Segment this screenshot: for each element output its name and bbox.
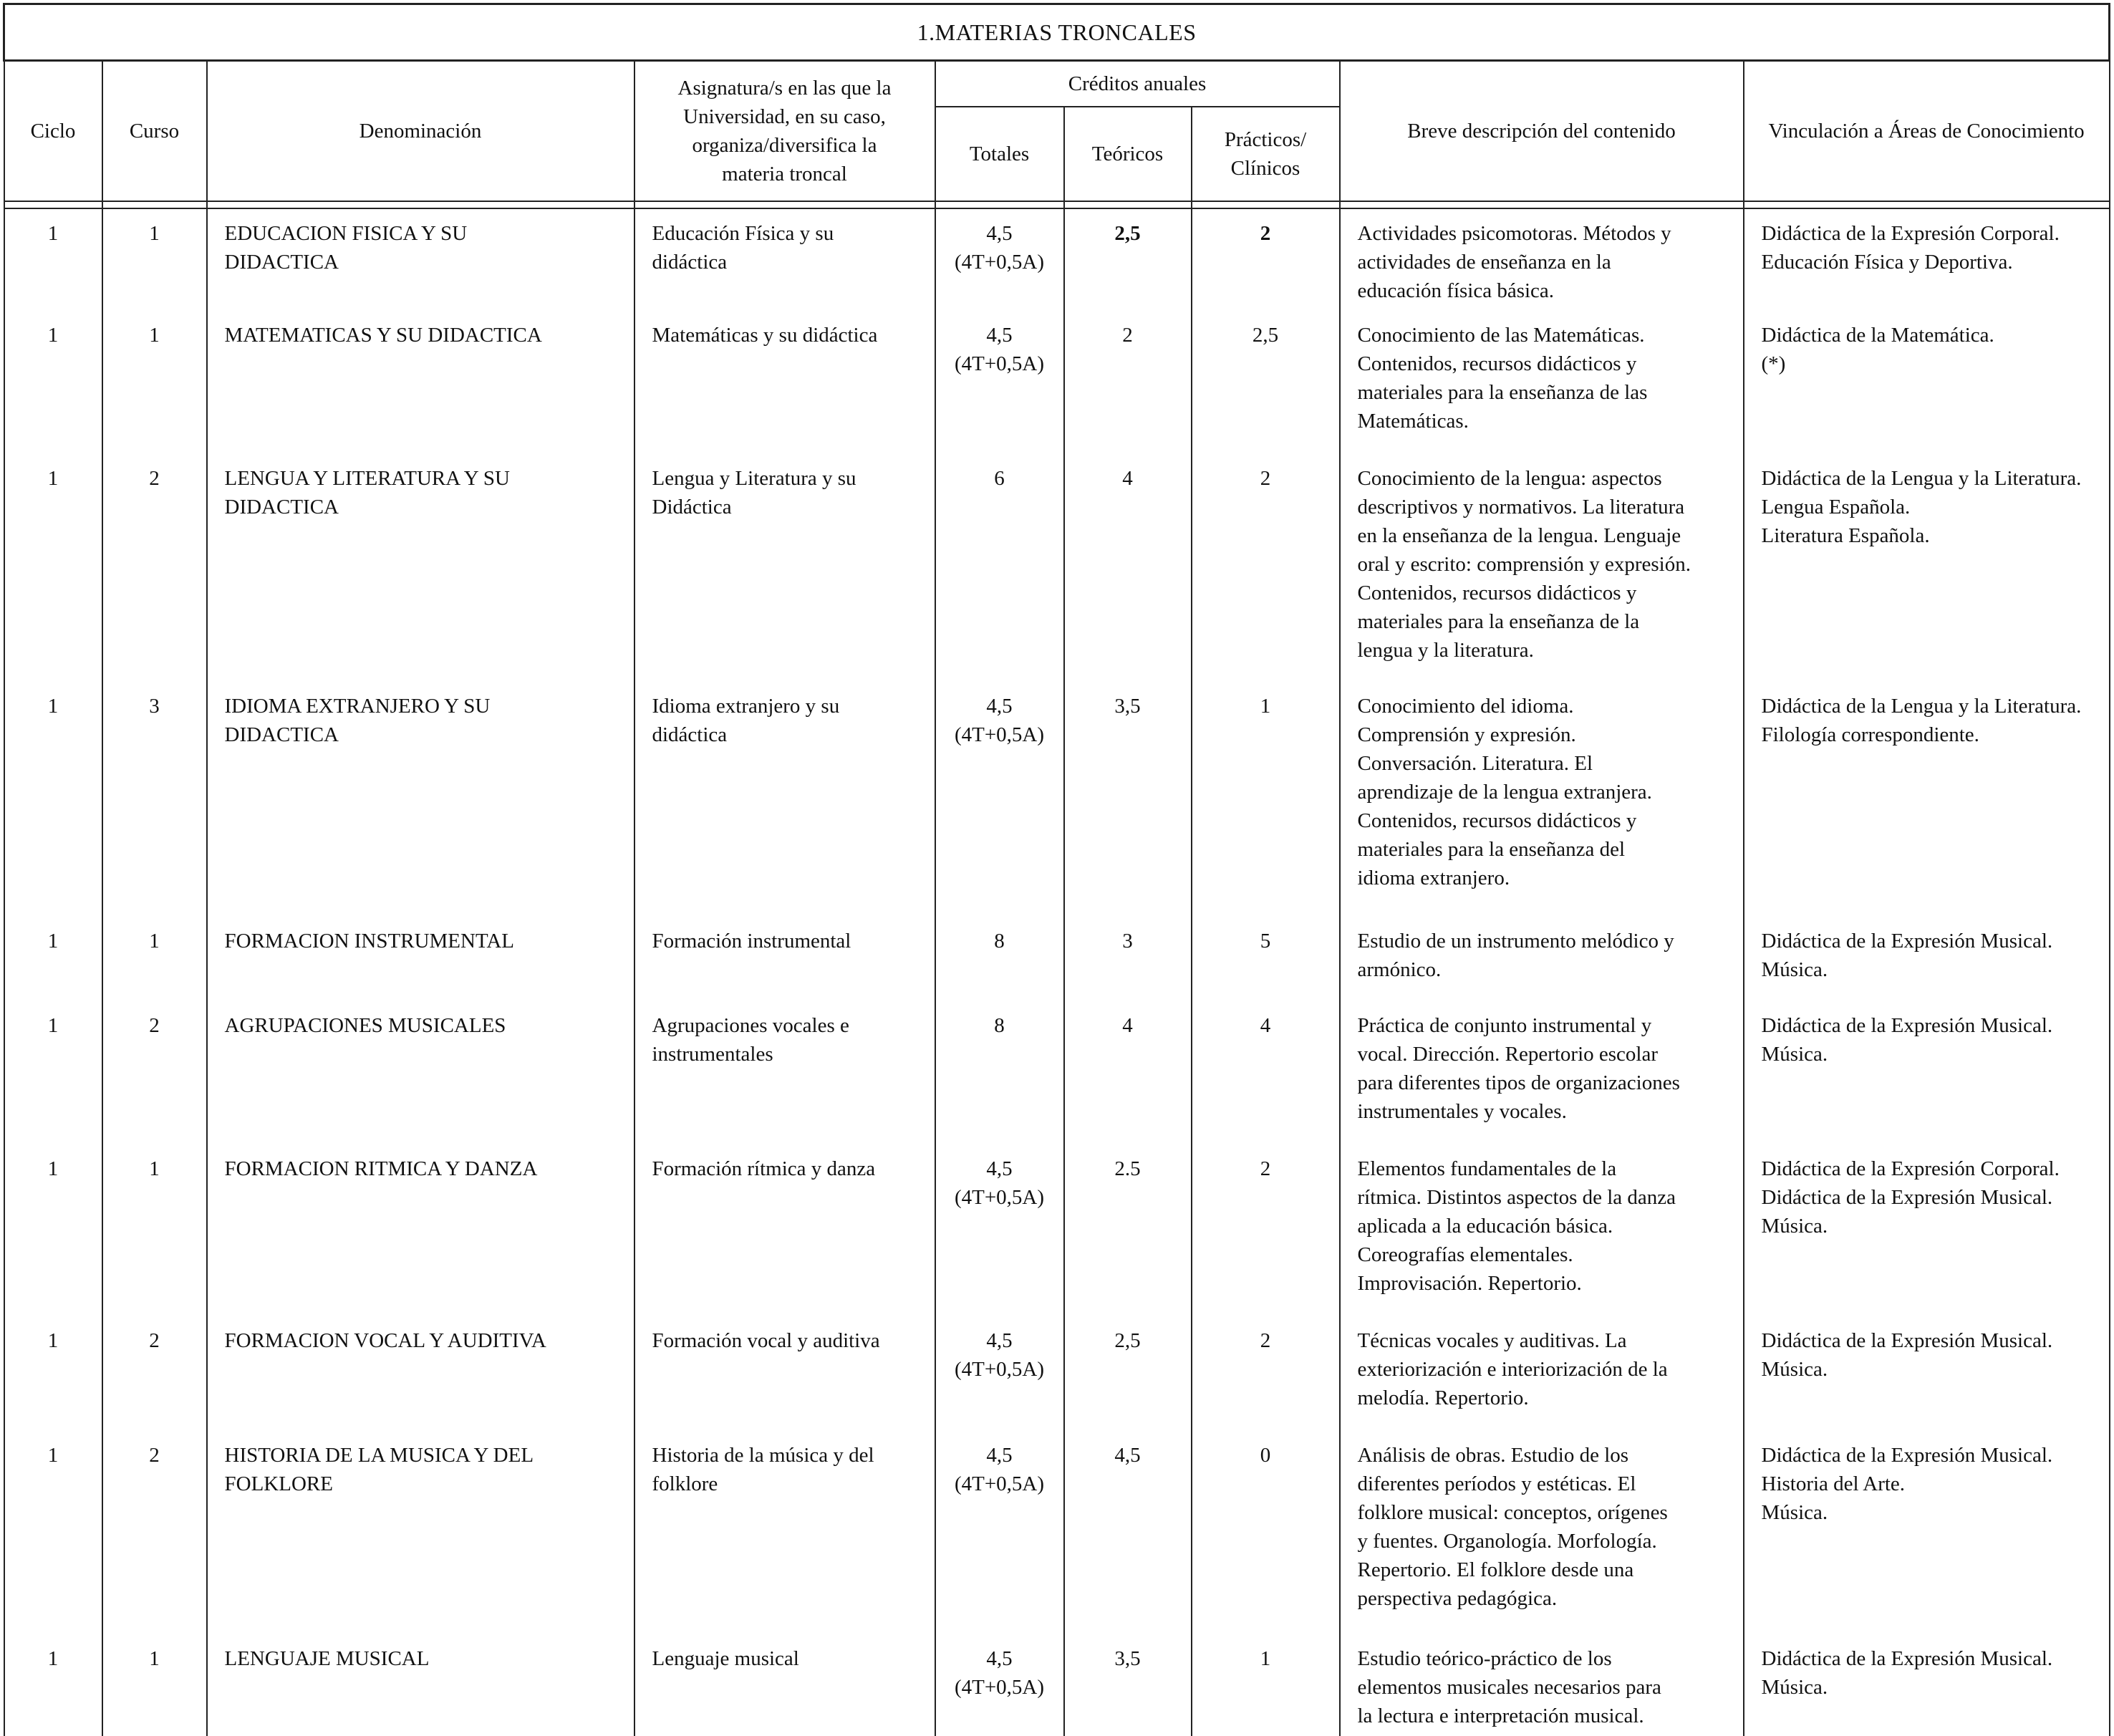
cell-vinculacion [1744, 311, 2110, 454]
cell-denominacion [207, 311, 634, 454]
denominacion-line: AGRUPACIONES MUSICALES [224, 1014, 506, 1037]
teoricos-value: 3 [1122, 930, 1133, 953]
totales-line: 4,5 [986, 1647, 1013, 1670]
cell-denominacion [207, 1316, 634, 1431]
header-practicos-line: Prácticos/ [1224, 128, 1307, 151]
materias-troncales-table [3, 3, 2110, 1736]
vinculacion-line: Música. [1761, 1676, 1828, 1699]
cell-totales [935, 1001, 1064, 1144]
vinculacion-line: Literatura Española. [1761, 524, 1930, 547]
cell-totales [935, 682, 1064, 917]
cell-practicos [1192, 1431, 1340, 1634]
cell-teoricos [1064, 917, 1192, 1001]
table-row [4, 1316, 2110, 1431]
cell-totales [935, 311, 1064, 454]
ciclo-value: 1 [47, 1329, 59, 1352]
asignatura-line: folklore [652, 1472, 718, 1495]
descripcion-line: folklore musical: conceptos, orígenes [1357, 1501, 1668, 1524]
table-row [4, 208, 2110, 311]
descripcion-line: materiales para la enseñanza de las [1357, 381, 1648, 404]
descripcion-line: instrumentales y vocales. [1357, 1100, 1567, 1123]
ciclo-value: 1 [47, 222, 59, 245]
curso-value: 3 [149, 695, 160, 718]
descripcion-line: oral y escrito: comprensión y expresión. [1357, 553, 1691, 576]
header-asignatura-line: materia troncal [722, 163, 847, 185]
cell-descripcion [1340, 1001, 1744, 1144]
cell-curso [102, 682, 207, 917]
descripcion-line: Elementos fundamentales de la [1357, 1157, 1617, 1180]
header-teoricos: Teóricos [1064, 107, 1192, 201]
denominacion-line: LENGUAJE MUSICAL [224, 1647, 430, 1670]
practicos-value: 2 [1260, 1329, 1271, 1352]
cell-vinculacion [1744, 454, 2110, 682]
cell-practicos [1192, 1144, 1340, 1316]
vinculacion-line: Didáctica de la Expresión Musical. [1761, 1186, 2053, 1209]
teoricos-value: 2,5 [1114, 1329, 1141, 1352]
vinculacion-line: Música. [1761, 1501, 1828, 1524]
ciclo-value: 1 [47, 467, 59, 490]
curso-value: 1 [149, 1647, 160, 1670]
header-creditos-anuales: Créditos anuales [935, 61, 1340, 107]
cell-denominacion [207, 454, 634, 682]
cell-totales [935, 208, 1064, 311]
cell-vinculacion [1744, 1001, 2110, 1144]
cell-teoricos [1064, 1634, 1192, 1736]
totales-line: 4,5 [986, 695, 1013, 718]
descripcion-line: Repertorio. El folklore desde una [1357, 1558, 1634, 1581]
ciclo-value: 1 [47, 1157, 59, 1180]
descripcion-line: aplicada a la educación básica. [1357, 1215, 1613, 1238]
curso-value: 2 [149, 467, 160, 490]
vinculacion-line: Didáctica de la Expresión Musical. [1761, 1014, 2053, 1037]
cell-totales [935, 1431, 1064, 1634]
curso-value: 2 [149, 1444, 160, 1467]
cell-ciclo [4, 1001, 102, 1144]
vinculacion-line: Didáctica de la Expresión Musical. [1761, 1329, 2053, 1352]
descripcion-line: Estudio teórico-práctico de los [1357, 1647, 1612, 1670]
totales-line: (4T+0,5A) [954, 352, 1045, 375]
denominacion-line: EDUCACION FISICA Y SU [224, 222, 468, 245]
cell-ciclo [4, 311, 102, 454]
cell-denominacion [207, 1001, 634, 1144]
practicos-value: 1 [1260, 1647, 1271, 1670]
cell-teoricos [1064, 1431, 1192, 1634]
descripcion-line: Conocimiento del idioma. [1357, 695, 1574, 718]
totales-line: 4,5 [986, 1329, 1013, 1352]
vinculacion-line: Filología correspondiente. [1761, 723, 1979, 746]
teoricos-value: 2 [1122, 324, 1133, 347]
cell-totales [935, 1144, 1064, 1316]
cell-asignatura [634, 454, 935, 682]
vinculacion-line: Lengua Española. [1761, 496, 1911, 519]
curso-value: 2 [149, 1329, 160, 1352]
cell-practicos [1192, 1316, 1340, 1431]
descripcion-line: Práctica de conjunto instrumental y [1357, 1014, 1652, 1037]
ciclo-value: 1 [47, 1444, 59, 1467]
descripcion-line: y fuentes. Organología. Morfología. [1357, 1530, 1657, 1553]
practicos-value: 2 [1260, 222, 1271, 245]
descripcion-line: Coreografías elementales. [1357, 1243, 1573, 1266]
practicos-value: 5 [1260, 930, 1271, 953]
totales-line: 4,5 [986, 1444, 1013, 1467]
cell-practicos [1192, 454, 1340, 682]
curso-value: 2 [149, 1014, 160, 1037]
cell-vinculacion [1744, 1144, 2110, 1316]
descripcion-line: Matemáticas. [1357, 410, 1469, 433]
cell-asignatura [634, 1634, 935, 1736]
header-practicos-line: Clínicos [1230, 157, 1300, 180]
cell-totales [935, 1316, 1064, 1431]
cell-descripcion [1340, 1431, 1744, 1634]
cell-teoricos [1064, 1316, 1192, 1431]
asignatura-line: Didáctica [652, 496, 732, 519]
totales-line: (4T+0,5A) [954, 1472, 1045, 1495]
table-row [4, 454, 2110, 682]
asignatura-line: Formación vocal y auditiva [652, 1329, 880, 1352]
cell-denominacion [207, 1144, 634, 1316]
practicos-value: 2,5 [1252, 324, 1279, 347]
asignatura-line: Formación instrumental [652, 930, 851, 953]
vinculacion-line: Música. [1761, 1358, 1828, 1381]
cell-totales [935, 1634, 1064, 1736]
cell-totales [935, 917, 1064, 1001]
cell-descripcion [1340, 208, 1744, 311]
vinculacion-line: (*) [1761, 352, 1786, 375]
cell-vinculacion [1744, 1431, 2110, 1634]
curso-value: 1 [149, 930, 160, 953]
totales-line: 4,5 [986, 222, 1013, 245]
cell-ciclo [4, 208, 102, 311]
asignatura-line: Lengua y Literatura y su [652, 467, 856, 490]
denominacion-line: DIDACTICA [224, 723, 339, 746]
descripcion-line: Estudio de un instrumento melódico y [1357, 930, 1674, 953]
descripcion-line: lengua y la literatura. [1357, 639, 1534, 662]
cell-practicos [1192, 311, 1340, 454]
vinculacion-line: Didáctica de la Expresión Musical. [1761, 930, 2053, 953]
vinculacion-line: Educación Física y Deportiva. [1761, 251, 2013, 274]
vinculacion-line: Didáctica de la Expresión Corporal. [1761, 1157, 2060, 1180]
cell-curso [102, 917, 207, 1001]
cell-asignatura [634, 1144, 935, 1316]
cell-descripcion [1340, 1144, 1744, 1316]
ciclo-value: 1 [47, 1014, 59, 1037]
table-row [4, 1431, 2110, 1634]
descripcion-line: Contenidos, recursos didácticos y [1357, 582, 1637, 604]
cell-vinculacion [1744, 682, 2110, 917]
teoricos-value: 2,5 [1114, 222, 1141, 245]
cell-curso [102, 311, 207, 454]
cell-vinculacion [1744, 208, 2110, 311]
table-row [4, 1144, 2110, 1316]
table-row [4, 1634, 2110, 1736]
vinculacion-line: Música. [1761, 958, 1828, 981]
header-asignatura [634, 61, 935, 202]
cell-teoricos [1064, 454, 1192, 682]
teoricos-value: 4 [1122, 467, 1133, 490]
curso-value: 1 [149, 222, 160, 245]
cell-descripcion [1340, 1634, 1744, 1736]
totales-line: (4T+0,5A) [954, 251, 1045, 274]
asignatura-line: Lenguaje musical [652, 1647, 799, 1670]
cell-asignatura [634, 1001, 935, 1144]
descripcion-line: educación física básica. [1357, 279, 1555, 302]
descripcion-line: aprendizaje de la lengua extranjera. [1357, 781, 1652, 804]
teoricos-value: 3,5 [1114, 1647, 1141, 1670]
descripcion-line: la lectura e interpretación musical. [1357, 1704, 1644, 1727]
teoricos-value: 4,5 [1114, 1444, 1141, 1467]
totales-line: 8 [994, 930, 1005, 953]
practicos-value: 0 [1260, 1444, 1271, 1467]
vinculacion-line: Didáctica de la Matemática. [1761, 324, 1994, 347]
ciclo-value: 1 [47, 695, 59, 718]
cell-vinculacion [1744, 1316, 2110, 1431]
vinculacion-line: Historia del Arte. [1761, 1472, 1906, 1495]
cell-curso [102, 1316, 207, 1431]
cell-ciclo [4, 1316, 102, 1431]
asignatura-line: didáctica [652, 251, 728, 274]
cell-curso [102, 208, 207, 311]
descripcion-line: para diferentes tipos de organizaciones [1357, 1071, 1680, 1094]
denominacion-line: FORMACION INSTRUMENTAL [224, 930, 514, 953]
descripcion-line: materiales para la enseñanza de la [1357, 610, 1640, 633]
cell-ciclo [4, 917, 102, 1001]
descripcion-line: Contenidos, recursos didácticos y [1357, 809, 1637, 832]
cell-ciclo [4, 682, 102, 917]
table-body [4, 208, 2110, 1736]
curso-value: 1 [149, 324, 160, 347]
descripcion-line: armónico. [1357, 958, 1442, 981]
descripcion-line: perspectiva pedagógica. [1357, 1587, 1558, 1610]
asignatura-line: Matemáticas y su didáctica [652, 324, 878, 347]
denominacion-line: FORMACION RITMICA Y DANZA [224, 1157, 538, 1180]
header-totales: Totales [935, 107, 1064, 201]
vinculacion-line: Didáctica de la Lengua y la Literatura. [1761, 695, 2082, 718]
vinculacion-line: Didáctica de la Expresión Musical. [1761, 1444, 2053, 1467]
teoricos-value: 2.5 [1114, 1157, 1141, 1180]
cell-curso [102, 454, 207, 682]
table-row [4, 311, 2110, 454]
descripcion-line: descriptivos y normativos. La literatura [1357, 496, 1685, 519]
denominacion-line: MATEMATICAS Y SU DIDACTICA [224, 324, 542, 347]
cell-curso [102, 1431, 207, 1634]
cell-practicos [1192, 208, 1340, 311]
cell-curso [102, 1634, 207, 1736]
cell-practicos [1192, 1634, 1340, 1736]
descripcion-line: actividades de enseñanza en la [1357, 251, 1611, 274]
cell-denominacion [207, 208, 634, 311]
cell-teoricos [1064, 682, 1192, 917]
cell-practicos [1192, 682, 1340, 917]
cell-descripcion [1340, 682, 1744, 917]
vinculacion-line: Música. [1761, 1043, 1828, 1066]
descripcion-line: Análisis de obras. Estudio de los [1357, 1444, 1629, 1467]
cell-denominacion [207, 682, 634, 917]
cell-asignatura [634, 1431, 935, 1634]
cell-denominacion [207, 917, 634, 1001]
asignatura-line: Historia de la música y del [652, 1444, 874, 1467]
descripcion-line: Técnicas vocales y auditivas. La [1357, 1329, 1627, 1352]
cell-ciclo [4, 1431, 102, 1634]
practicos-value: 2 [1260, 467, 1271, 490]
cell-teoricos [1064, 1001, 1192, 1144]
vinculacion-line: Didáctica de la Lengua y la Literatura. [1761, 467, 2082, 490]
denominacion-line: DIDACTICA [224, 251, 339, 274]
descripcion-line: elementos musicales necesarios para [1357, 1676, 1661, 1699]
cell-descripcion [1340, 917, 1744, 1001]
descripcion-line: Conversación. Literatura. El [1357, 752, 1593, 775]
curso-value: 1 [149, 1157, 160, 1180]
header-ciclo: Ciclo [4, 61, 102, 202]
header-practicos [1192, 107, 1340, 201]
asignatura-line: Idioma extranjero y su [652, 695, 840, 718]
cell-ciclo [4, 454, 102, 682]
cell-asignatura [634, 917, 935, 1001]
cell-asignatura [634, 208, 935, 311]
cell-teoricos [1064, 208, 1192, 311]
cell-ciclo [4, 1144, 102, 1316]
asignatura-line: Agrupaciones vocales e [652, 1014, 849, 1037]
vinculacion-line: Didáctica de la Expresión Musical. [1761, 1647, 2053, 1670]
descripcion-line: rítmica. Distintos aspectos de la danza [1357, 1186, 1676, 1209]
denominacion-line: LENGUA Y LITERATURA Y SU [224, 467, 510, 490]
descripcion-line: vocal. Dirección. Repertorio escolar [1357, 1043, 1659, 1066]
practicos-value: 4 [1260, 1014, 1271, 1037]
table-row [4, 682, 2110, 917]
teoricos-value: 4 [1122, 1014, 1133, 1037]
descripcion-line: Improvisación. Repertorio. [1357, 1272, 1582, 1295]
cell-practicos [1192, 1001, 1340, 1144]
cell-teoricos [1064, 311, 1192, 454]
totales-line: (4T+0,5A) [954, 723, 1045, 746]
asignatura-line: Educación Física y su [652, 222, 834, 245]
denominacion-line: IDIOMA EXTRANJERO Y SU [224, 695, 491, 718]
descripcion-line: melodía. Repertorio. [1357, 1387, 1529, 1409]
cell-curso [102, 1001, 207, 1144]
descripcion-line: Comprensión y expresión. [1357, 723, 1576, 746]
asignatura-line: Formación rítmica y danza [652, 1157, 876, 1180]
header-asignatura-line: organiza/diversifica la [692, 134, 877, 157]
vinculacion-line: Música. [1761, 1215, 1828, 1238]
cell-vinculacion [1744, 917, 2110, 1001]
vinculacion-line: Didáctica de la Expresión Corporal. [1761, 222, 2060, 245]
cell-vinculacion [1744, 1634, 2110, 1736]
descripcion-line: Conocimiento de las Matemáticas. [1357, 324, 1645, 347]
totales-line: 4,5 [986, 324, 1013, 347]
ciclo-value: 1 [47, 1647, 59, 1670]
descripcion-line: en la enseñanza de la lengua. Lenguaje [1357, 524, 1681, 547]
cell-asignatura [634, 682, 935, 917]
totales-line: 4,5 [986, 1157, 1013, 1180]
ciclo-value: 1 [47, 324, 59, 347]
cell-totales [935, 454, 1064, 682]
denominacion-line: FOLKLORE [224, 1472, 333, 1495]
totales-line: (4T+0,5A) [954, 1186, 1045, 1209]
header-asignatura-line: Asignatura/s en las que la [677, 77, 892, 100]
header-vinculacion: Vinculación a Áreas de Conocimiento [1744, 61, 2110, 202]
table-row [4, 1001, 2110, 1144]
cell-denominacion [207, 1431, 634, 1634]
header-denominacion: Denominación [207, 61, 634, 202]
table-title: 1.MATERIAS TRONCALES [4, 4, 2110, 61]
denominacion-line: HISTORIA DE LA MUSICA Y DEL [224, 1444, 534, 1467]
header-curso: Curso [102, 61, 207, 202]
descripcion-line: idioma extranjero. [1357, 867, 1510, 889]
ciclo-value: 1 [47, 930, 59, 953]
asignatura-line: instrumentales [652, 1043, 773, 1066]
descripcion-line: Contenidos, recursos didácticos y [1357, 352, 1637, 375]
practicos-value: 2 [1260, 1157, 1271, 1180]
header-descripcion: Breve descripción del contenido [1340, 61, 1744, 202]
descripcion-line: Actividades psicomotoras. Métodos y [1357, 222, 1671, 245]
denominacion-line: DIDACTICA [224, 496, 339, 519]
descripcion-line: diferentes períodos y estéticas. El [1357, 1472, 1636, 1495]
cell-curso [102, 1144, 207, 1316]
cell-denominacion [207, 1634, 634, 1736]
practicos-value: 1 [1260, 695, 1271, 718]
descripcion-line: exteriorización e interiorización de la [1357, 1358, 1668, 1381]
totales-line: 8 [994, 1014, 1005, 1037]
header-asignatura-line: Universidad, en su caso, [683, 105, 886, 128]
descripcion-line: materiales para la enseñanza del [1357, 838, 1626, 861]
cell-teoricos [1064, 1144, 1192, 1316]
cell-descripcion [1340, 1316, 1744, 1431]
cell-ciclo [4, 1634, 102, 1736]
asignatura-line: didáctica [652, 723, 728, 746]
cell-asignatura [634, 311, 935, 454]
cell-asignatura [634, 1316, 935, 1431]
document-page [3, 3, 2108, 1727]
totales-line: (4T+0,5A) [954, 1676, 1045, 1699]
denominacion-line: FORMACION VOCAL Y AUDITIVA [224, 1329, 546, 1352]
cell-practicos [1192, 917, 1340, 1001]
descripcion-line: Conocimiento de la lengua: aspectos [1357, 467, 1662, 490]
totales-line: (4T+0,5A) [954, 1358, 1045, 1381]
table-row [4, 917, 2110, 1001]
cell-descripcion [1340, 454, 1744, 682]
totales-line: 6 [994, 467, 1005, 490]
teoricos-value: 3,5 [1114, 695, 1141, 718]
cell-descripcion [1340, 311, 1744, 454]
